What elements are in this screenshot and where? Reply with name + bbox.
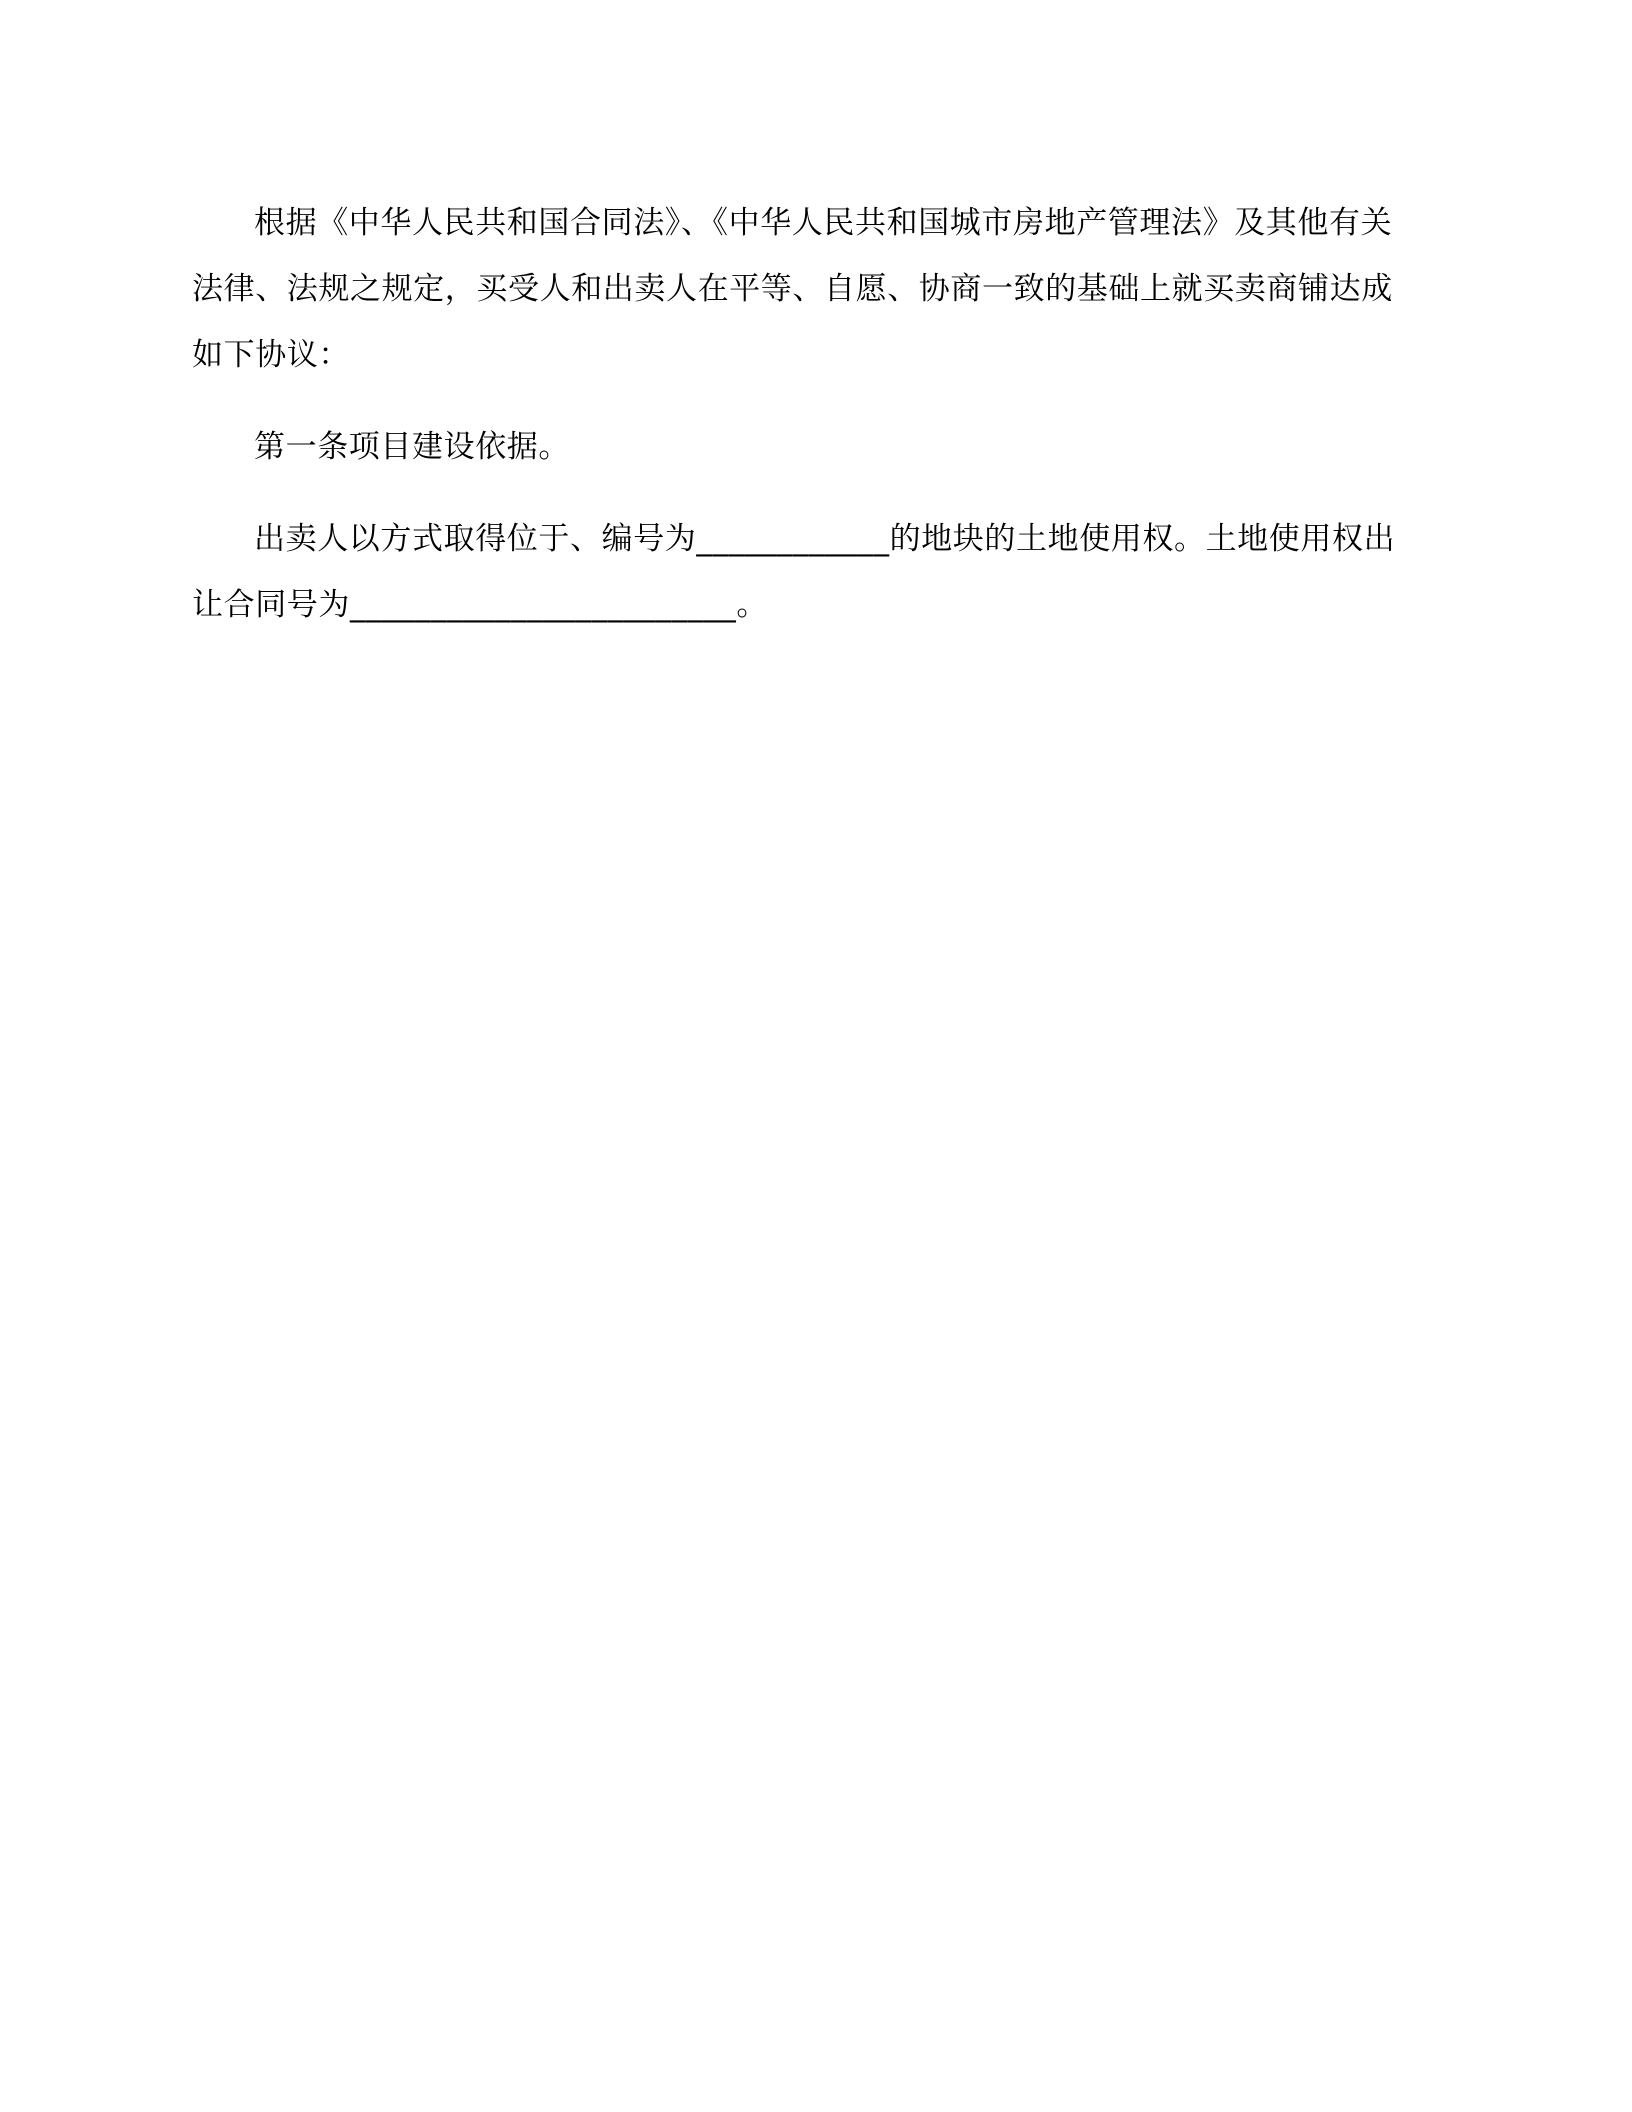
transfer-contract-number-blank: ________________________ xyxy=(350,587,737,623)
article-one-heading: 第一条项目建设依据。 xyxy=(254,429,570,465)
land-use-paragraph xyxy=(192,506,1422,638)
land-use-text-c: 。 xyxy=(736,587,769,623)
parcel-number-blank: ____________ xyxy=(696,521,890,557)
preamble-paragraph: 根据《中华人民共和国合同法》、《中华人民共和国城市房地产管理法》及其他有关法律、法规之规定，买受人和出卖人在平等、自愿、协商一致的基础上就买卖商铺达成如下协议： xyxy=(192,205,1393,373)
land-use-text-b: 的地块的土地使用权。土地使用权出让合同号为 xyxy=(192,521,1396,623)
document-body xyxy=(192,190,1422,638)
land-use-text-a: 出卖人以方式取得位于、编号为 xyxy=(254,521,697,557)
